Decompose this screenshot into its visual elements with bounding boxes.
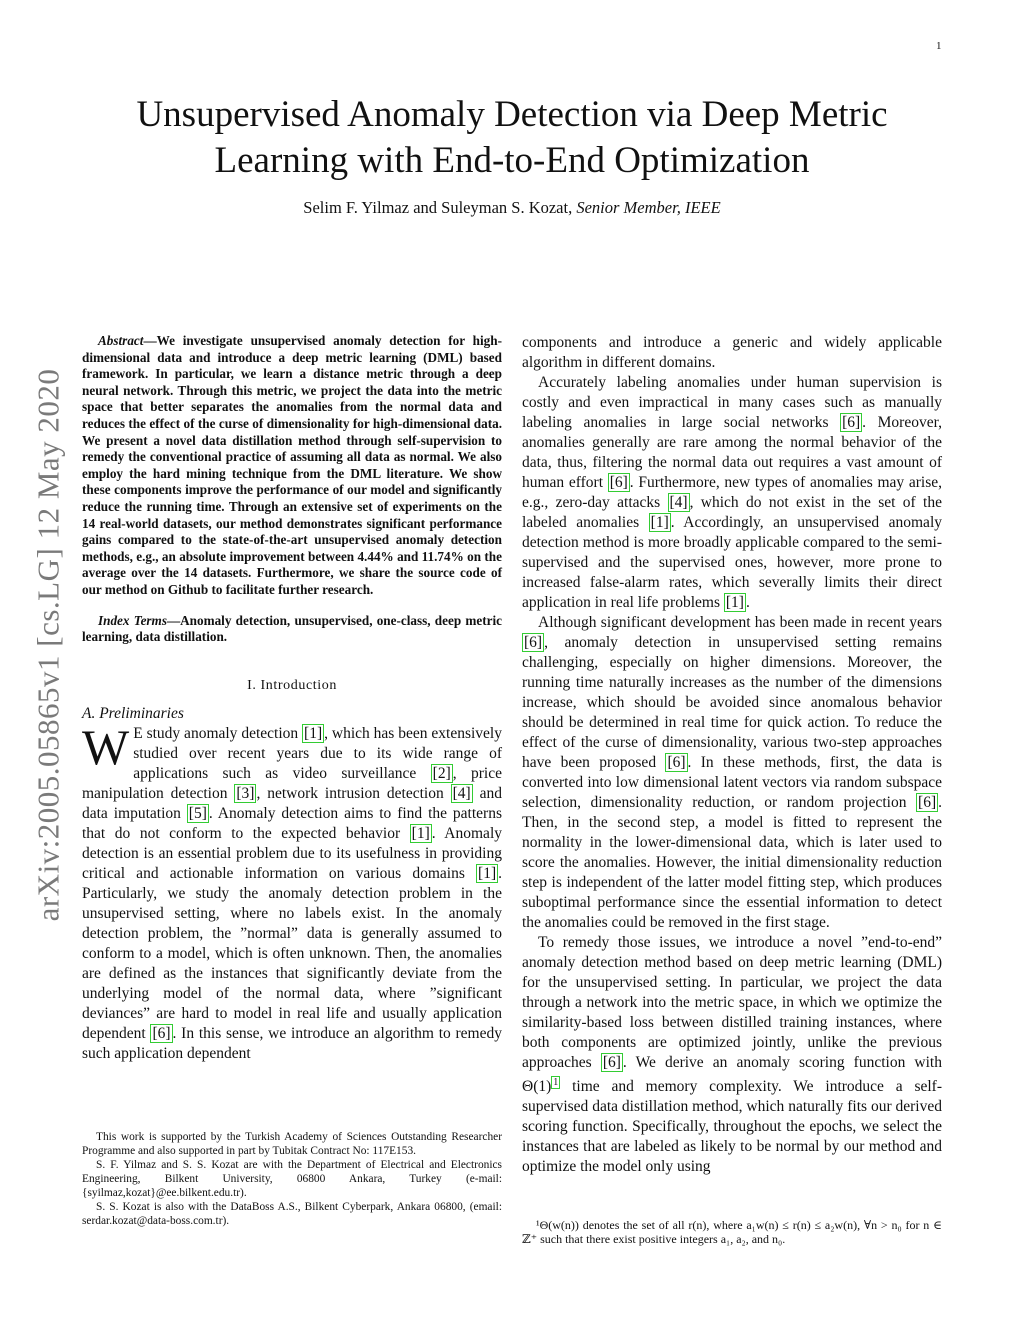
footnote-affiliation: S. F. Yilmaz and S. S. Kozat are with the Department of Electrical and Electronics Engineering, Bilkent University, 06800 Ankara, Turkey (e-mail: {syilmaz,kozat}@ee.bilkent.edu.tr). xyxy=(82,1159,502,1199)
left-column xyxy=(82,333,502,1064)
author-line xyxy=(100,198,924,218)
page-number: 1 xyxy=(936,40,942,52)
body-paragraph xyxy=(522,613,942,933)
paragraph-text: , anomaly detection in unsupervised setting remains challenging, especially on higher dimensions. Moreover, the running time naturally increases as the number of the dimensions increase, which should be avoided since anomalous behavior should be determined in real time for quick action. To reduce the effect of the curse of dimensionality, various two-step approaches have been proposed xyxy=(522,634,942,771)
citation-link[interactable]: [4] xyxy=(669,494,688,511)
citation-link[interactable]: [6] xyxy=(152,1024,171,1042)
citation-link[interactable]: [2] xyxy=(432,764,451,782)
paragraph-text: . We derive an anomaly scoring function with Θ(1) xyxy=(522,1054,942,1096)
citation-link[interactable]: [6] xyxy=(524,634,543,651)
paragraph-text: . In this sense, we introduce an algorithm to remedy such application dependent xyxy=(82,1024,502,1062)
paragraph-text: time and memory complexity. We introduce a self-supervised data distillation method, which naturally fits our derived scoring function. Specifically, throughout the epochs, we select the instances that are labeled as likely to be normal by our method and optimize the model only using xyxy=(522,1078,942,1176)
citation-link[interactable]: [6] xyxy=(609,474,628,491)
affiliation-footnotes xyxy=(82,1130,502,1228)
arxiv-identifier-stamp xyxy=(30,345,65,945)
paragraph-text: . Particularly, we study the anomaly detection problem in the unsupervised setting, where no labels exist. In the anomaly detection problem, the ”normal” data is generally assumed to conform to a model, which is often unknown. Then, the anomalies are defined as the instances that significantly deviate from the underlying model of the normal data, where ”significant deviances” are hard to model in real life and usually application dependent xyxy=(82,864,502,1042)
footnote-affiliation-secondary: S. S. Kozat is also with the DataBoss A.S., Bilkent Cyberpark, Ankara 06800, (email: serdar.kozat@data-boss.com.tr). xyxy=(82,1201,502,1227)
citation-link[interactable]: [3] xyxy=(236,784,255,802)
title-block xyxy=(100,92,924,218)
paragraph-text: . Anomaly detection is an essential problem due to its usefulness in providing critical and actionable information on various domains xyxy=(82,824,502,882)
intro-paragraph-body xyxy=(82,718,502,1062)
section-heading: I. Introduction xyxy=(247,677,337,693)
abstract-text: —We investigate unsupervised anomaly detection for high-dimensional data and introduce a deep metric learning (DML) based framework. In particular, we learn a distance metric through a deep neural network. Through this metric, we project the data into the metric space that better separates the anomalies from the normal data and reduces the effect of the curse of dimensionality for high-dimensional data. We present a novel data distillation method through self-supervision to remedy the conventional practice of assuming all data as normal. We also employ the hard mining technique from the DML literature. We show these components improve the performance of our model and significantly reduce the running time. Through an extensive set of experiments on the 14 real-world datasets, our method demonstrates significant performance gains compared to the state-of-the-art unsupervised anomaly detection methods, e.g., an absolute improvement between 4.44% and 11.74% on the average over the 14 datasets. Furthermore, we share the source code of our method on Github to facilitate further research. xyxy=(82,333,502,597)
drop-cap: W xyxy=(82,718,130,775)
abstract-label: Abstract xyxy=(98,333,144,348)
paragraph-text: . Anomaly detection aims to find the patterns that do not conform to the expected behavior xyxy=(82,804,502,842)
paragraph-text: . Then, in the second step, a model is fitted to represent the normality in the lower-dimensional data, which is later used to score the anomalies. However, the initial dimensionality reduction step is independent of the latter model fitting step, which produces suboptimal performance since the essential information to detect the anomalies could be removed in the first stage. xyxy=(522,794,942,931)
paragraph-text: , which has been extensively studied over recent years due to its wide range of applications such as video surveillance xyxy=(133,724,502,782)
footnote-marker[interactable]: 1 xyxy=(553,1077,559,1088)
citation-link[interactable]: [6] xyxy=(602,1054,621,1071)
body-paragraph xyxy=(522,373,942,613)
paragraph-text: , network intrusion detection xyxy=(256,784,451,802)
paragraph-text: and data imputation xyxy=(82,784,502,822)
index-terms-text: —Anomaly detection, unsupervised, one-class, deep metric learning, data distillation. xyxy=(82,612,502,645)
paragraph-text: Accurately labeling anomalies under human supervision is costly and even impractical in many cases such as manually labeling anomalies in large social networks xyxy=(522,374,942,431)
citation-link[interactable]: [1] xyxy=(411,824,430,842)
citation-link[interactable]: [1] xyxy=(304,724,323,742)
paragraph-text: . Furthermore, new types of anomalies may arise, e.g., zero-day attacks xyxy=(522,474,942,511)
citation-link[interactable]: [6] xyxy=(842,414,861,431)
author-role: Senior Member, IEEE xyxy=(576,198,721,217)
paragraph-text: , which do not exist in the set of the labeled anomalies xyxy=(522,494,942,531)
subsection-heading: A. Preliminaries xyxy=(82,704,184,722)
intro-paragraph xyxy=(82,718,502,1064)
footnote-funding: This work is supported by the Turkish Academy of Sciences Outstanding Researcher Programme and also supported in part by Tubitak Contract No: 117E153. xyxy=(82,1131,502,1157)
citation-link[interactable]: [1] xyxy=(650,514,669,531)
author-names: Selim F. Yilmaz and Suleyman S. Kozat, xyxy=(303,198,577,217)
footnote-theta-definition: ¹Θ(w(n)) denotes the set of all r(n), where a₁w(n) ≤ r(n) ≤ a₂w(n), ∀n > n₀ for n ∈ ℤ⁺ such that there exist positive integers a₁, a₂, and n₀. xyxy=(522,1218,942,1246)
abstract xyxy=(82,333,502,599)
index-terms xyxy=(82,613,502,646)
citation-link[interactable]: [1] xyxy=(478,864,497,882)
right-column xyxy=(522,333,942,1177)
paragraph-text: , price manipulation detection xyxy=(82,764,502,802)
index-terms-label: Index Terms xyxy=(98,612,167,628)
citation-link[interactable]: [4] xyxy=(452,784,471,802)
paragraph-text: components and introduce a generic and widely applicable algorithm in different domains. xyxy=(522,334,942,371)
citation-link[interactable]: [6] xyxy=(918,794,937,811)
math-footnote xyxy=(522,1218,942,1246)
paragraph-text: . Moreover, anomalies generally are rare among the normal behavior of the data, thus, filtering the normal data out requires a vast amount of human effort xyxy=(522,414,942,491)
citation-link[interactable]: [5] xyxy=(188,804,207,822)
paper-title: Unsupervised Anomaly Detection via Deep Metric Learning with End-to-End Optimization xyxy=(136,94,888,181)
paragraph-text: Although significant development has been made in recent years xyxy=(538,614,942,631)
paragraph-text: To remedy those issues, we introduce a novel ”end-to-end” anomaly detection method based on deep metric learning (DML) for the unsupervised setting. In particular, we project the data through a network into the metric space, in which we optimize the similarity-based loss between distilled training instances, where both components are optimized jointly, unlike the previous approaches xyxy=(522,934,942,1071)
body-paragraph xyxy=(522,333,942,373)
paragraph-text: . In these methods, first, the data is converted into low dimensional latent vectors via random subspace selection, dimensionality reduction, or random projection xyxy=(522,754,943,811)
paragraph-text: . xyxy=(745,594,750,611)
body-paragraph xyxy=(522,933,942,1177)
arxiv-identifier-text: arXiv:2005.05865v1 [cs.LG] 12 May 2020 xyxy=(30,368,65,922)
citation-link[interactable]: [6] xyxy=(667,754,686,771)
citation-link[interactable]: [1] xyxy=(725,594,744,611)
paragraph-text: . Accordingly, an unsupervised anomaly detection method is more broadly applicable compared to the semi-supervised and the supervised ones, however, more prone to increased false-alarm rates, which severally limits their direct application in real life problems xyxy=(522,514,942,611)
paragraph-text: E study anomaly detection xyxy=(133,724,303,742)
